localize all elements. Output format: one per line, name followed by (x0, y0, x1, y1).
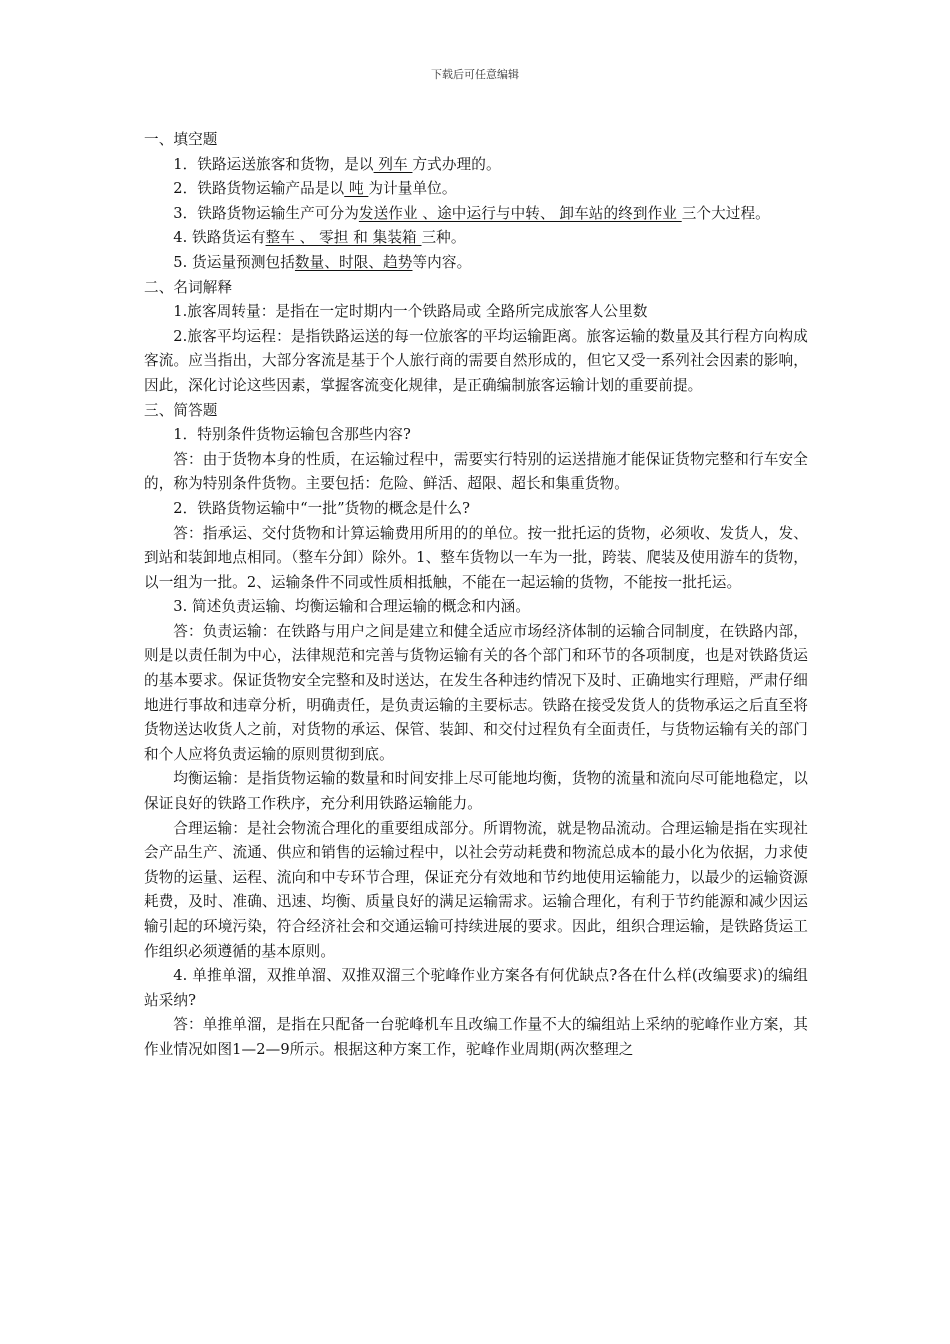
term-definition-2: 2.旅客平均运程：是指铁路运送的每一位旅客的平均运输距离。旅客运输的数量及其行程方向构成客流。应当指出，大部分客流是基于个人旅行商的需要自然形成的，但它又受一系列社会因素的影响，因此，深化讨论这些因素，掌握客流变化规律，是正确编制旅客运输计划的重要前提。 (144, 327, 808, 394)
answer-4: 答：单推单溜，是指在只配备一台驼峰机车且改编工作量不大的编组站上采纳的驼峰作业方案，其作业情况如图1—2—9所示。根据这种方案工作，驼峰作业周期(两次整理之 (144, 1016, 808, 1058)
question-2: 2．铁路货物运输中“一批”货物的概念是什么? (173, 499, 471, 517)
question-1: 1．特别条件货物运输包含那些内容? (173, 426, 411, 444)
answer-2: 答：指承运、交付货物和计算运输费用所用的的单位。按一批托运的货物，必须收、发货人，发、到站和装卸地点相同。（整车分卸）除外。1、整车货物以一车为一批，跨装、爬装及使用游车的货物，以一组为一批。2、运输条件不同或性质相抵触，不能在一起运输的货物，不能按一批托运。 (144, 524, 808, 591)
fill-question-4: 4. 铁路货运有整车 、 零担 和 集装箱 三种。 (173, 229, 466, 247)
answer-blank: 数量、时限、趋势 (294, 253, 413, 271)
answer-blank: 整车 、 零担 和 集装箱 (265, 229, 422, 247)
question-3: 3. 简述负责运输、均衡运输和合理运输的概念和内涵。 (173, 598, 531, 616)
answer-3-balanced: 均衡运输：是指货物运输的数量和时间安排上尽可能地均衡，货物的流量和流向尽可能地稳定，以保证良好的铁路工作秩序，充分利用铁路运输能力。 (144, 770, 808, 813)
answer-blank: 发送作业 、途中运行与中转、 卸车站的终到作业 (358, 204, 682, 222)
term-definition-1: 1.旅客周转量：是指在一定时期内一个铁路局或 全路所完成旅客人公里数 (173, 303, 648, 321)
fill-question-3: 3．铁路货物运输生产可分为发送作业 、途中运行与中转、 卸车站的终到作业 三个大过程。 (173, 204, 770, 222)
document-body (144, 128, 808, 1063)
page-header: 下载后可任意编辑 (431, 68, 519, 81)
question-4: 4. 单推单溜，双推单溜、双推双溜三个驼峰作业方案各有何优缺点?各在什么样(改编要求)的编组站采纳? (144, 967, 808, 1009)
fill-question-2: 2．铁路货物运输产品是以 吨 为计量单位。 (173, 180, 457, 198)
answer-blank: 列车 (373, 155, 413, 173)
section-title-short-answer: 三、简答题 (144, 401, 218, 419)
fill-question-5: 5. 货运量预测包括数量、时限、趋势等内容。 (173, 253, 472, 271)
answer-3-responsible: 答：负责运输：在铁路与用户之间是建立和健全适应市场经济体制的运输合同制度，在铁路内部，则是以责任制为中心，法律规范和完善与货物运输有关的各个部门和环节的各项制度，也是对铁路货运的基本要求。保证货物安全完整和及时送达，在发生各种违约情况下及时、正确地实行理赔，严肃仔细地进行事故和违章分析，明确责任，是负责运输的主要标志。铁路在接受发货人的货物承运之后直至将货物送达收货人之前，对货物的承运、保管、装卸、和交付过程负有全面责任，与货物运输有关的部门和个人应将负责运输的原则贯彻到底。 (144, 622, 808, 763)
answer-1: 答：由于货物本身的性质，在运输过程中，需要实行特别的运送措施才能保证货物完整和行车安全的，称为特别条件货物。主要包括：危险、鲜活、超限、超长和集重货物。 (144, 450, 808, 493)
section-title-terms: 二、名词解释 (144, 278, 233, 296)
answer-3-rational: 合理运输：是社会物流合理化的重要组成部分。所谓物流，就是物品流动。合理运输是指在实现社会产品生产、流通、供应和销售的运输过程中，以社会劳动耗费和物流总成本的最小化为依据，力求使货物的运量、运程、流向和中专环节合理，保证充分有效地和节约地使用运输能力，以最少的运输资源耗费，及时、准确、迅速、均衡、质量良好的满足运输需求。运输合理化，有利于节约能源和减少因运输引起的环境污染，符合经济社会和交通运输可持续进展的要求。因此，组织合理运输，是铁路货运工作组织必须遵循的基本原则。 (144, 819, 808, 960)
section-title-fill-blank: 一、填空题 (144, 131, 218, 148)
answer-blank: 吨 (344, 180, 369, 198)
fill-question-1: 1．铁路运送旅客和货物，是以 列车 方式办理的。 (173, 155, 501, 173)
